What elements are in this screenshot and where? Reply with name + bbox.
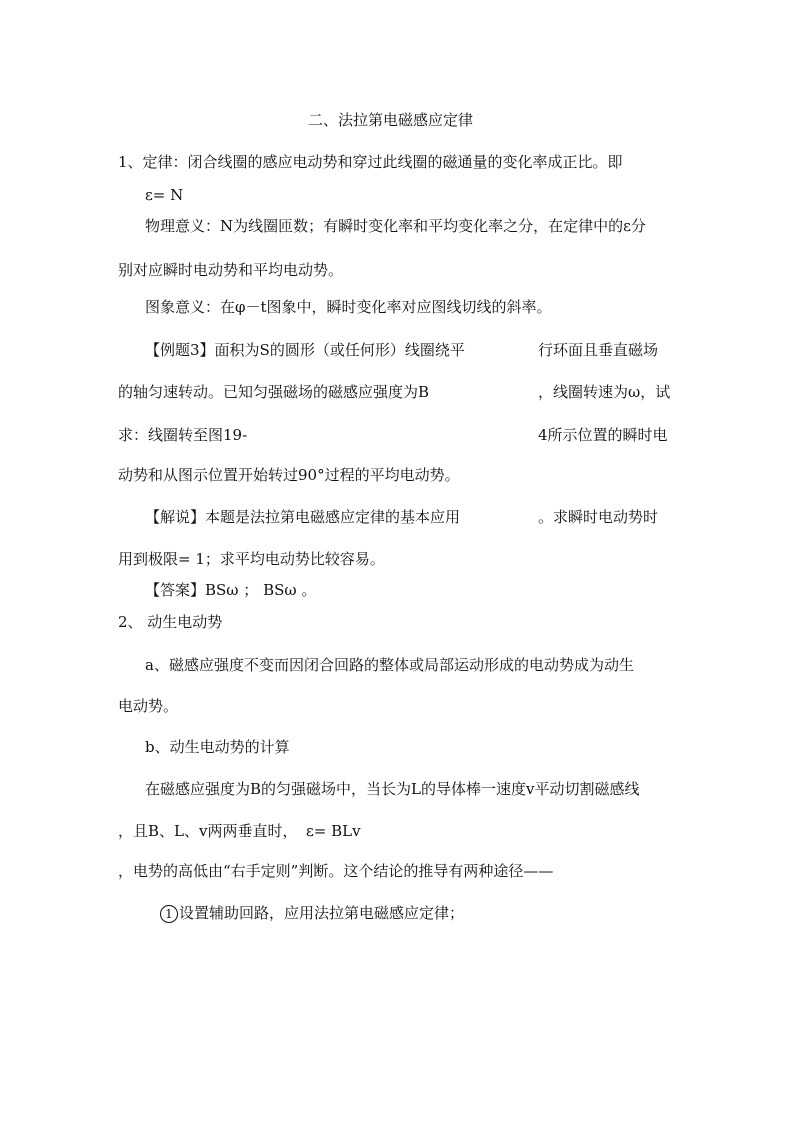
solution-line-1a: 【解说】本题是法拉第电磁感应定律的基本应用 [145, 508, 461, 526]
solution-line-1b: 。求瞬时电动势时 [538, 508, 659, 526]
answer: 【答案】BSω ； BSω 。 [145, 581, 317, 599]
example-line-3a: 求：线圈转至图19- [118, 426, 248, 444]
motional-emf-calc-heading: b、动生电动势的计算 [145, 738, 290, 756]
motional-emf-definition-2: 电动势。 [118, 697, 179, 715]
example-line-1a: 【例题3】面积为S的圆形（或任何形）线圈绕平 [145, 341, 465, 359]
example-line-2a: 的轴匀速转动。已知匀强磁场的磁感应强度为B [118, 383, 430, 401]
derivation-way-1-text: 设置辅助回路，应用法拉第电磁感应定律； [179, 904, 465, 922]
calc-line-3: ，电势的高低由“右手定则”判断。这个结论的推导有两种途径—— [118, 862, 554, 880]
graph-meaning: 图象意义：在φ－t图象中，瞬时变化率对应图线切线的斜率。 [145, 298, 552, 316]
physical-meaning-line-1: 物理意义：N为线圈匝数；有瞬时变化率和平均变化率之分，在定律中的ε分 [145, 217, 646, 235]
example-line-2b: ，线圈转速为ω，试 [538, 383, 671, 401]
page-title: 二、法拉第电磁感应定律 [308, 111, 474, 129]
example-line-1b: 行环面且垂直磁场 [538, 341, 659, 359]
calc-line-1: 在磁感应强度为B的匀强磁场中，当长为L的导体棒一速度v平动切割磁感线 [145, 780, 640, 798]
law-formula: ε= N [145, 186, 184, 204]
section-2-heading: 2、 动生电动势 [118, 613, 223, 631]
physical-meaning-line-2: 别对应瞬时电动势和平均电动势。 [118, 261, 344, 279]
law-definition: 1、定律：闭合线圈的感应电动势和穿过此线圈的磁通量的变化率成正比。即 [118, 153, 623, 171]
example-line-4: 动势和从图示位置开始转过90°过程的平均电动势。 [118, 466, 460, 484]
calc-line-2a: ，且B、L、v两两垂直时， [118, 822, 298, 840]
example-line-3b: 4所示位置的瞬时电 [538, 426, 668, 444]
motional-emf-definition-1: a、磁感应强度不变而因闭合回路的整体或局部运动形成的电动势成为动生 [145, 656, 634, 674]
circled-number-1: 1 [160, 905, 178, 923]
derivation-way-1 [160, 903, 464, 923]
calc-formula: ε= BLv [306, 822, 361, 840]
solution-line-2: 用到极限= 1；求平均电动势比较容易。 [118, 550, 385, 568]
